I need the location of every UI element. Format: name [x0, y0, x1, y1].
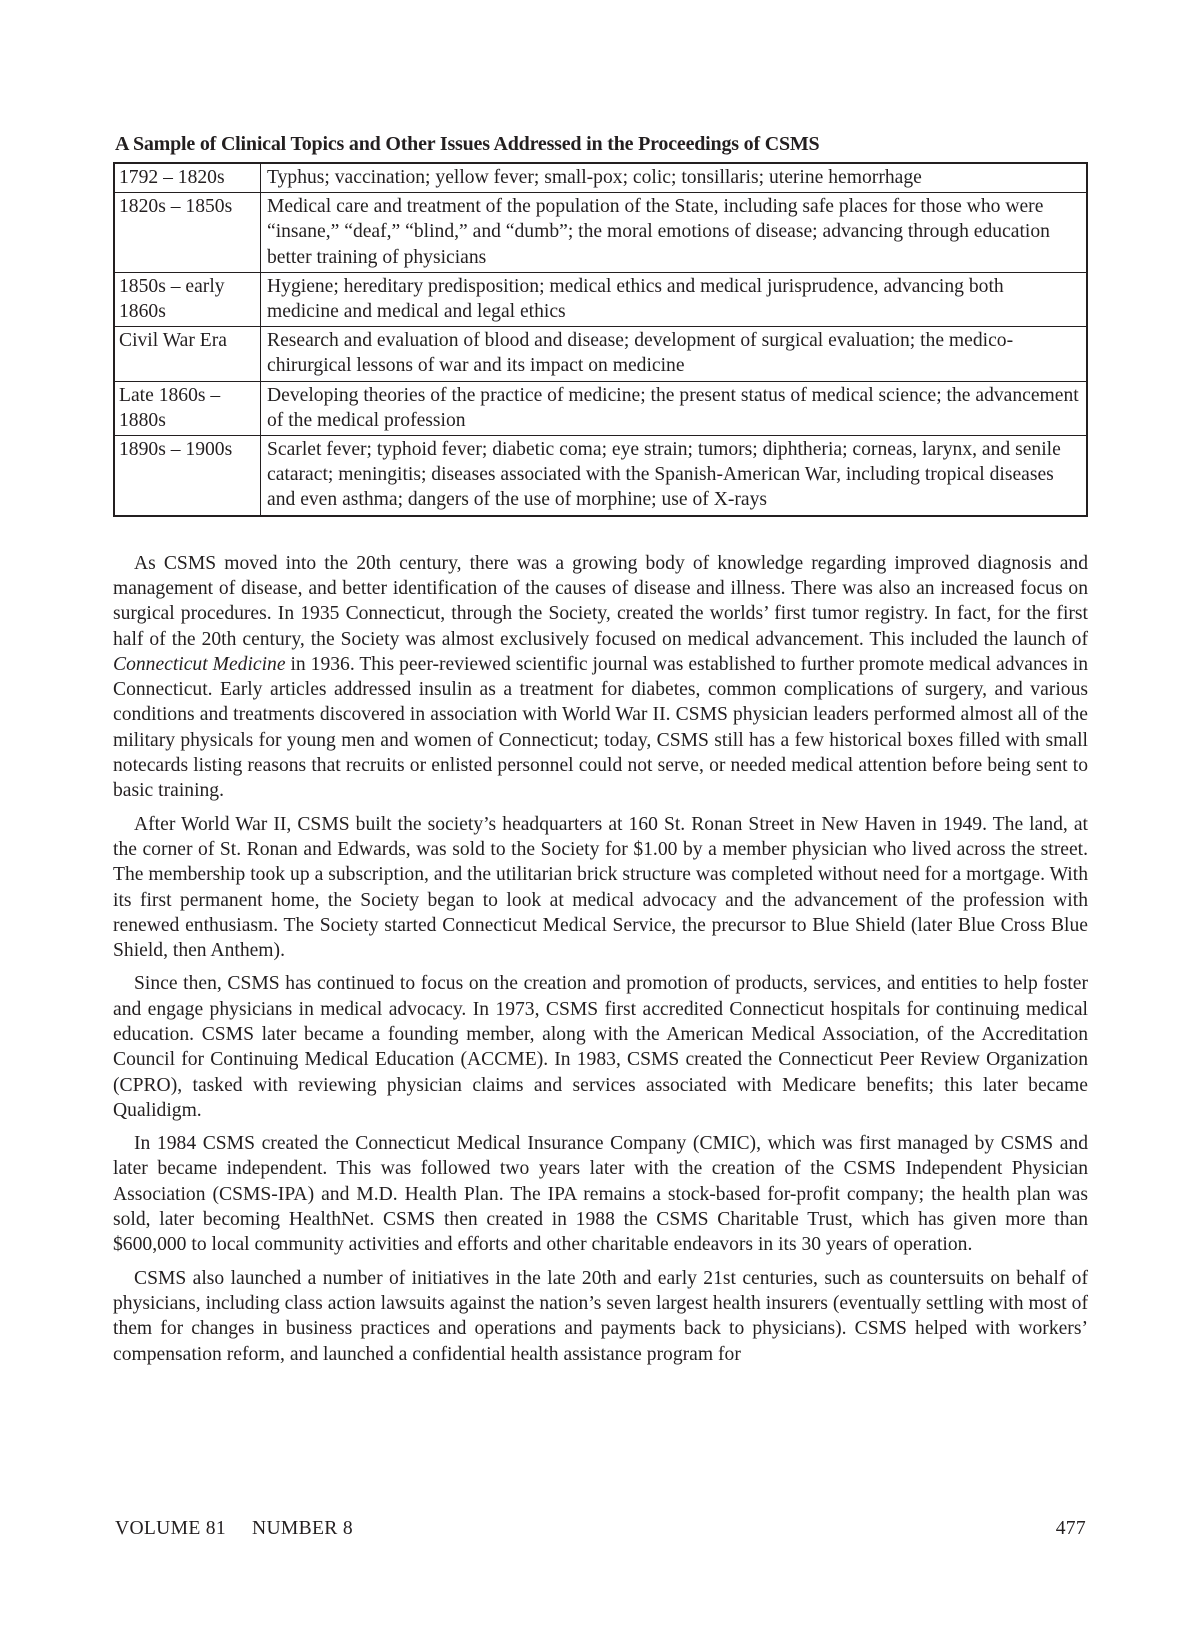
table-row — [114, 193, 1087, 273]
table-row — [114, 436, 1087, 516]
paragraph — [113, 551, 1088, 804]
period-cell: 1792 – 1820s — [114, 163, 261, 193]
issue-number: NUMBER 8 — [252, 1518, 353, 1539]
period-cell: 1890s – 1900s — [114, 436, 261, 516]
article-body — [113, 551, 1088, 1367]
period-cell: 1820s – 1850s — [114, 193, 261, 273]
paragraph: CSMS also launched a number of initiatives in the late 20th and early 21st centuries, such as countersuits on behalf of physicians, including class action lawsuits against the nation’s seven largest health insurers (eventually settling with most of them for changes in business practices and operations and payments back to physicians). CSMS helped with workers’ compensation reform, and launched a confidential health assistance program for — [113, 1267, 1088, 1365]
topics-cell: Scarlet fever; typhoid fever; diabetic coma; eye strain; tumors; diphtheria; corneas, larynx, and senile cataract; meningitis; diseases associated with the Spanish-American War, including tropical diseases and even asthma; dangers of the use of morphine; use of X-rays — [261, 436, 1088, 516]
period-cell: Civil War Era — [114, 327, 261, 381]
table-row — [114, 327, 1087, 381]
topics-cell: Typhus; vaccination; yellow fever; small-pox; colic; tonsillaris; uterine hemorrhage — [267, 167, 922, 188]
period-cell: 1850s – early 1860s — [114, 272, 261, 326]
table-row — [114, 272, 1087, 326]
period-cell: Late 1860s – 1880s — [114, 381, 261, 435]
page-number: 477 — [1055, 1518, 1086, 1539]
page-content — [113, 132, 1088, 1375]
paragraph: In 1984 CSMS created the Connecticut Medical Insurance Company (CMIC), which was first managed by CSMS and later became independent. This was followed two years later with the creation of the CSMS Independent Physician Association (CSMS-IPA) and M.D. Health Plan. The IPA remains a stock-based for-profit company; the health plan was sold, later becoming HealthNet. CSMS then created in 1988 the CSMS Charitable Trust, which has given more than $600,000 to local community activities and efforts and other charitable endeavors in its 30 years of operation. — [113, 1133, 1088, 1256]
topics-cell: Research and evaluation of blood and disease; development of surgical evaluation; the medico-chirurgical lessons of war and its impact on medicine — [261, 327, 1088, 381]
topics-cell: Developing theories of the practice of medicine; the present status of medical science; the advancement of the medical profession — [261, 381, 1088, 435]
paragraph-text: As CSMS moved into the 20th century, there was a growing body of knowledge regarding improved diagnosis and management of disease, and better identification of the causes of disease and illness. There was also an increased focus on surgical procedures. In 1935 Connecticut, through the Society, created the worlds’ first tumor registry. In fact, for the first half of the 20th century, the Society was almost exclusively focused on medical advancement. This included the launch of — [113, 552, 1088, 650]
volume-label: VOLUME 81 — [115, 1518, 227, 1539]
paragraph: After World War II, CSMS built the society’s headquarters at 160 St. Ronan Street in New Haven in 1949. The land, at the corner of St. Ronan and Edwards, was sold to the Society for $1.00 by a member physician who lived across the street. The membership took up a subscription, and the utilitarian brick structure was completed without need for a mortgage. With its first permanent home, the Society began to look at medical advocacy and the advancement of the profession with renewed enthusiasm. The Society started Connecticut Medical Service, the precursor to Blue Shield (later Blue Cross Blue Shield, then Anthem). — [113, 813, 1088, 962]
table-row — [114, 163, 1087, 193]
table-title: A Sample of Clinical Topics and Other Issues Addressed in the Proceedings of CSMS — [115, 133, 820, 155]
topics-table — [113, 162, 1088, 517]
table-row — [114, 381, 1087, 435]
topics-cell: Hygiene; hereditary predisposition; medical ethics and medical jurisprudence, advancing both medicine and medical and legal ethics — [261, 272, 1088, 326]
topics-cell: Medical care and treatment of the population of the State, including safe places for those who were “insane,” “deaf,” “blind,” and “dumb”; the moral emotions of disease; advancing through education better training of physicians — [261, 193, 1088, 273]
journal-title: Connecticut Medicine — [113, 653, 286, 675]
paragraph: Since then, CSMS has continued to focus on the creation and promotion of products, services, and entities to help foster and engage physicians in medical advocacy. In 1973, CSMS first accredited Connecticut hospitals for continuing medical education. CSMS later became a founding member, along with the American Medical Association, of the Accreditation Council for Continuing Medical Education (ACCME). In 1983, CSMS created the Connecticut Peer Review Organization (CPRO), tasked with reviewing physician claims and services associated with Medicare benefits; this later became Qualidigm. — [113, 973, 1088, 1121]
paragraph-text: in 1936. This peer-reviewed scientific journal was established to further promote medical advances in Connecticut. Early articles addressed insulin as a treatment for diabetes, common complications of surgery, and various conditions and treatments discovered in association with World War II. CSMS physician leaders performed almost all of the military physicals for young men and women of Connecticut; today, CSMS still has a few historical boxes filled with small notecards listing reasons that recruits or enlisted personnel could not serve, or needed medical attention before being sent to basic training. — [113, 653, 1088, 802]
